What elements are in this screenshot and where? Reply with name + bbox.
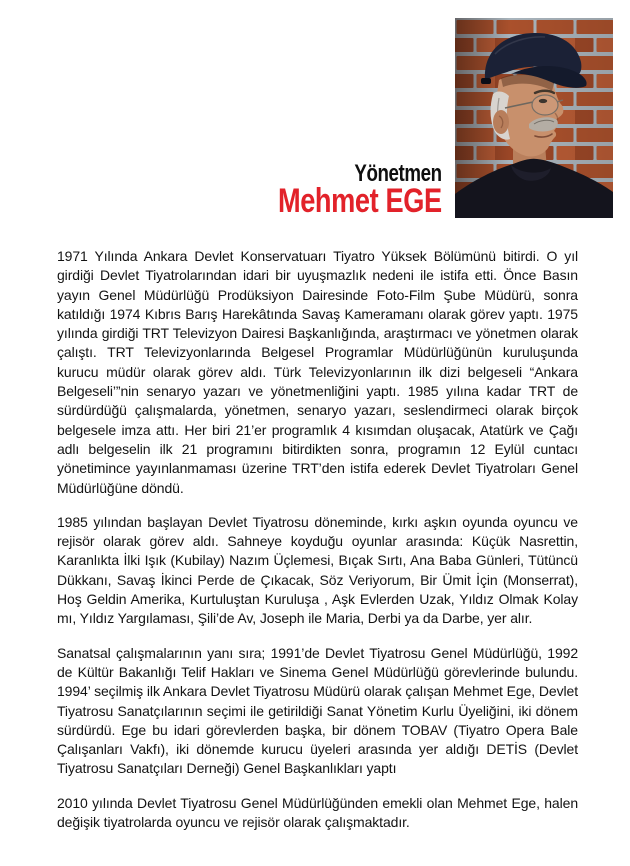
portrait-photo <box>455 18 613 218</box>
ear <box>493 110 509 134</box>
header-titles <box>237 160 442 220</box>
portrait-photo-svg <box>455 18 613 218</box>
bio-paragraph: 1985 yılından başlayan Devlet Tiyatrosu döneminde, kırkı aşkın oyunda oyuncu ve rejisör olarak görev aldı. Sahneye koyduğu oyunlar arasında: Küçük Nasrettin, Karanlıkta İlki Işık (Kubilay) Nazım Üçlemesi, Bıçak Sırtı, Ana Baba Günleri, Tütüncü Dükkanı, Savaş İkinci Perde de Çıkacak, Söz Veriyorum, Bir Ümit İçin (Monserrat), Hoş Geldin Amerika, Kurtuluştan Kuruluşa , Aşk Evlerden Uzak, Yıldız Olmak Kolay mı, Yıldız Yargılaması, Şili’de Av, Joseph ile Maria, Derbi ya da Darbe, yer alır. <box>57 513 578 627</box>
person-name: Mehmet EGE <box>278 182 442 220</box>
role-label: Yönetmen <box>354 160 442 187</box>
cap-clasp <box>481 78 491 84</box>
bio-paragraph: 2010 yılında Devlet Tiyatrosu Genel Müdürlüğünden emekli olan Mehmet Ege, halen değişik tiyatrolarda oyuncu ve rejisör olarak çalışmaktadır. <box>57 794 578 831</box>
bio-paragraph: Sanatsal çalışmalarının yanı sıra; 1991’de Devlet Tiyatrosu Genel Müdürlüğü, 1992 de Kültür Bakanlığı Telif Hakları ve Sinema Genel Müdürlüğü görevlerinde bulundu. 1994’ seçilmiş ilk Ankara Devlet Tiyatrosu Müdürü olarak çalışan Mehmet Ege, Devlet Tiyatrosu Sanatçılarının seçimi ile getirildiği Sanat Yönetim Kurlu Üyeliğini, iki dönem sürdürdü. Ege bu idari görevlerden başka, bir dönem TOBAV (Tiyatro Opera Bale Çalışanları Vakfı), iki dönemde kurucu üyeleri arasında yer aldığı DETİS (Devlet Tiyatrosu Sanatçıları Derneği) Genel Başkanlıkları yaptı <box>57 644 578 777</box>
glasses-lens <box>532 95 558 115</box>
bio-paragraph: 1971 Yılında Ankara Devlet Konservatuarı Tiyatro Yüksek Bölümünü bitirdi. O yıl girdiği Devlet Tiyatrolarından idari bir uyuşmazlık nedeni ile istifa etti. Önce Basın yayın Genel Müdürlüğü Prodüksiyon Dairesinde Foto-Film Şube Müdürü, sonra katıldığı 1974 Kıbrıs Barış Harekâtında Savaş Kameramanı olarak görev yaptı. 1975 yılında girdiği TRT Televizyon Dairesi Başkanlığında, araştırmacı ve yönetmen olarak çalıştı. TRT Televizyonlarında Belgesel Programlar Müdürlüğünün kuruluşunda kurucu müdür olarak görev aldı. Türk Televizyonlarının ilk dizi belgeseli “Ankara Belgeseli’”nin senaryo yazarı ve yönetmenliğini yaptı. 1985 yılına kadar TRT de sürdürdüğü çalışmalarda, yönetmen, senaryo yazarı, seslendirmeci olarak birçok belgesele imza attı. Her biri 21’er programlık 4 kısımdan oluşacak, Atatürk ve Çağı adlı belgeselin ilk 21 programını bitirdikten sonra, programın 12 Eylül cuntacı yönetimince yayınlanmaması üzerine TRT’den istifa ederek Devlet Tiyatroları Genel Müdürlüğüne döndü. <box>57 248 578 496</box>
biography-text <box>57 247 578 832</box>
